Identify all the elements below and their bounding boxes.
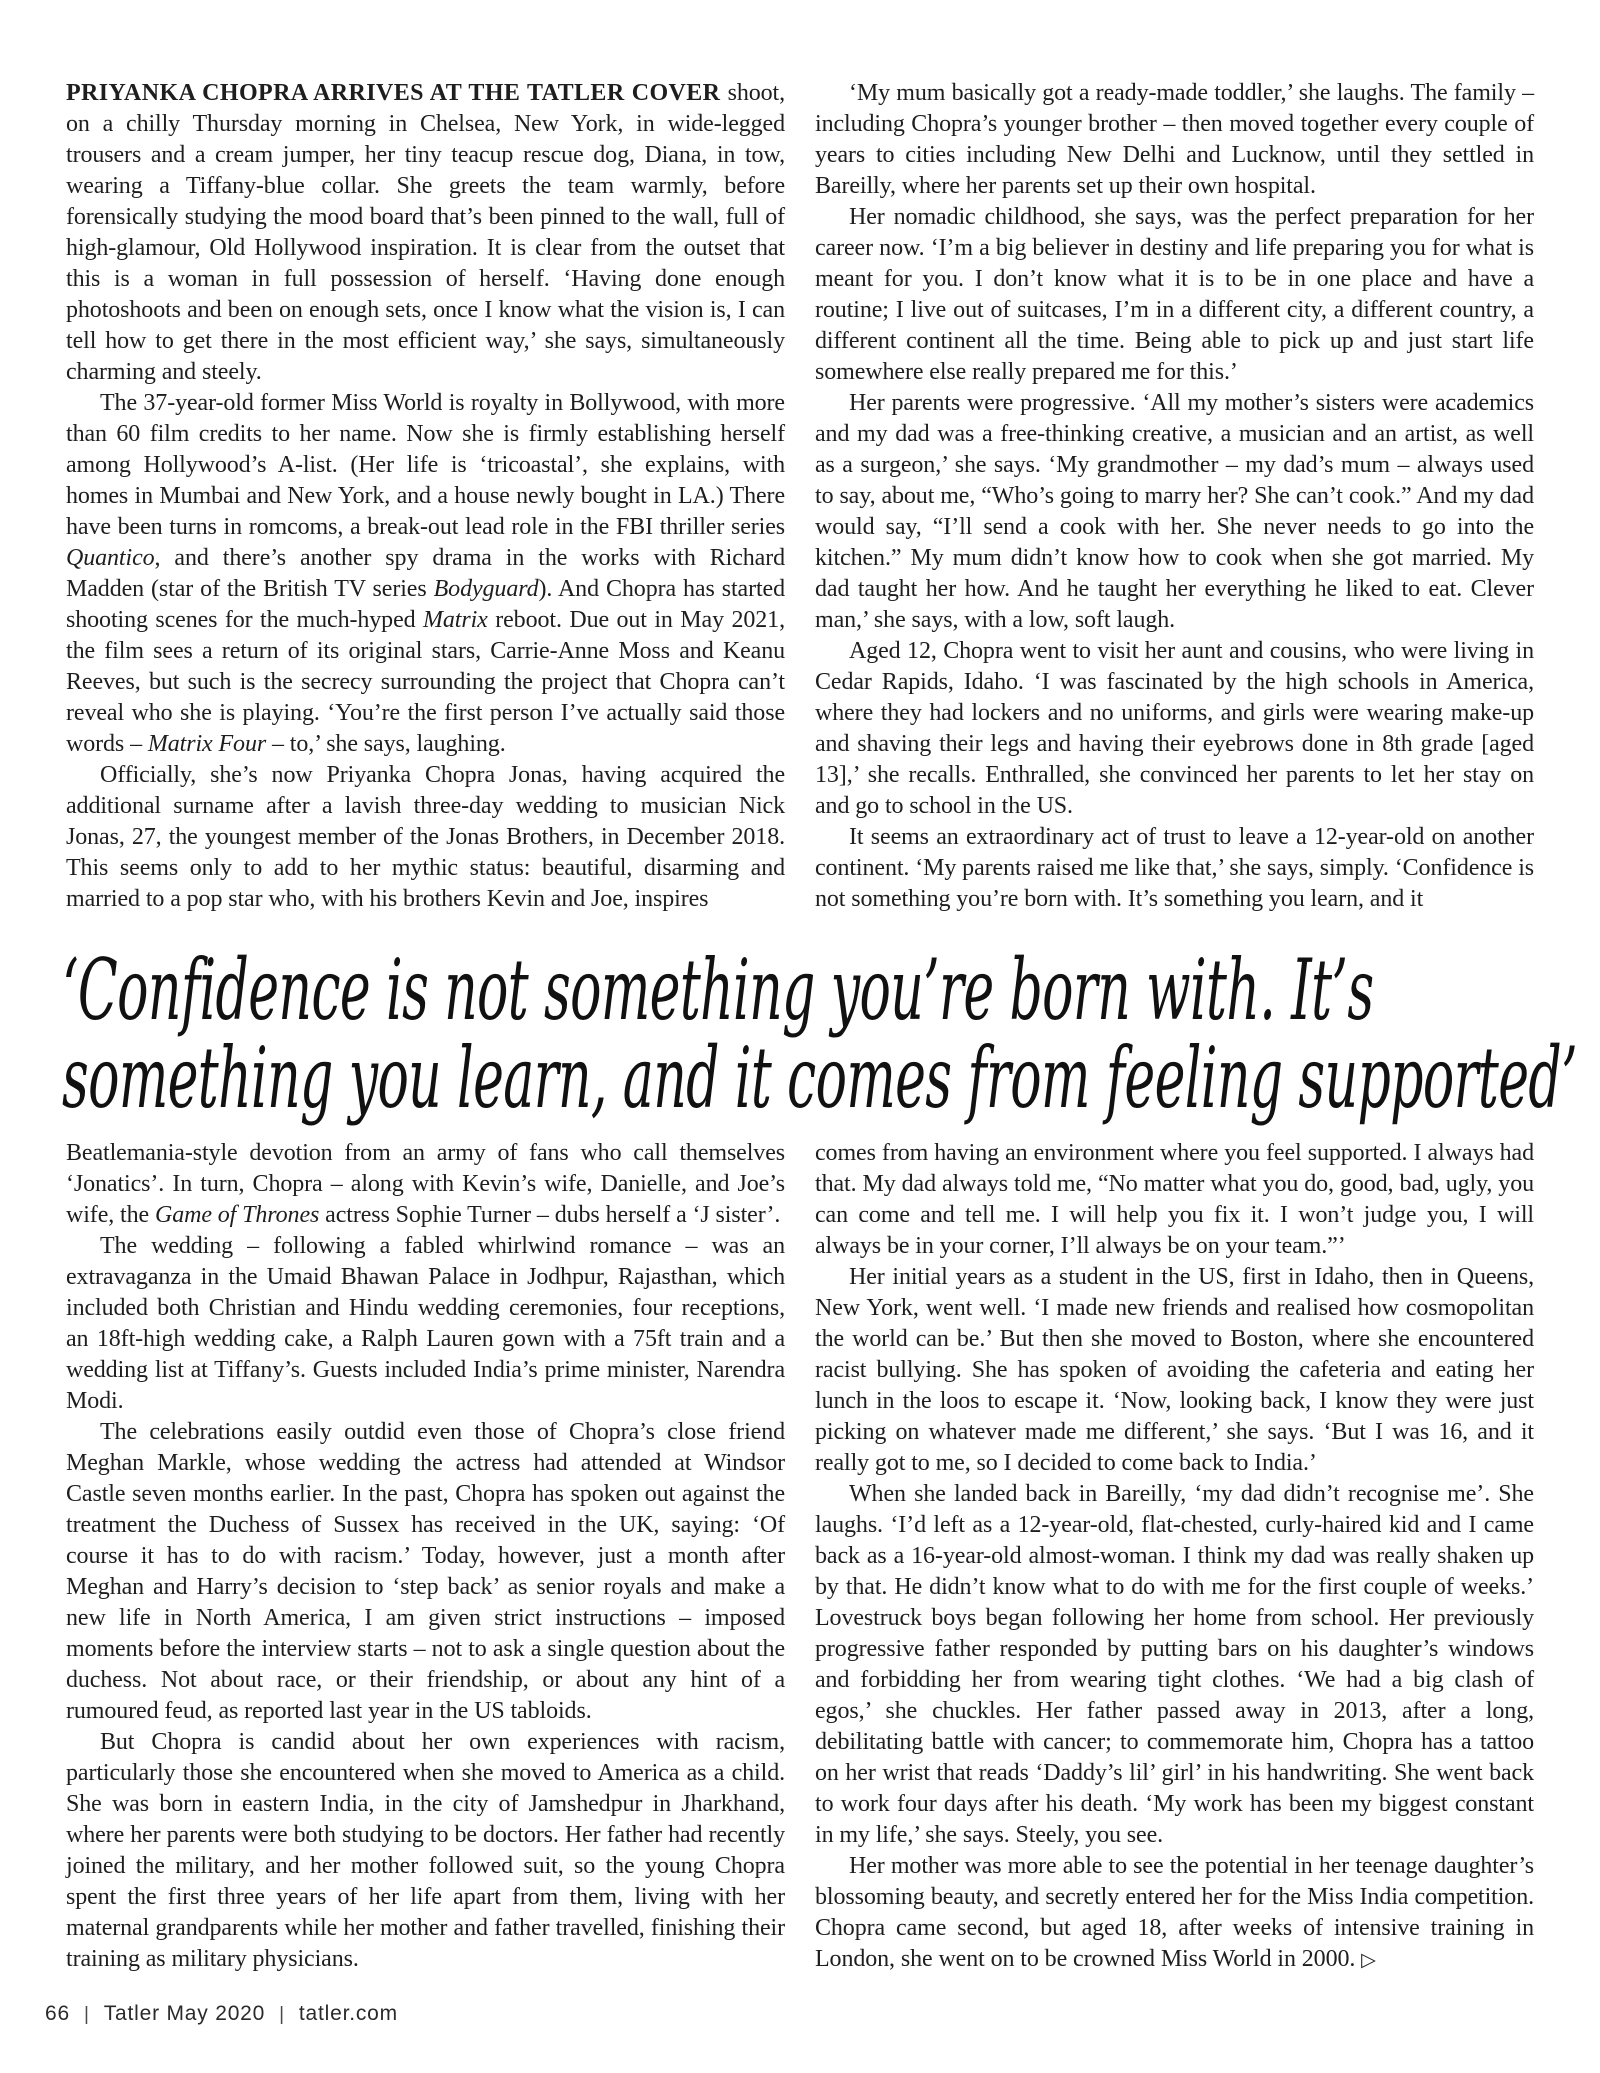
paragraph (815, 388, 1534, 636)
paragraph (815, 1138, 1534, 1262)
body-text: comes from having an environment where you feel supported. I always had that. My dad always told me, “No matter what you do, good, bad, ugly, you can come and tell me. I will help you fix it. I won’t judge you, I will always be in your corner, I’ll always be on your team.”’ (815, 1140, 1534, 1259)
footer-site: tatler.com (298, 2002, 398, 2025)
paragraph (815, 1851, 1534, 1975)
footer-issue: Tatler May 2020 (103, 2002, 266, 2025)
bottom-section (66, 1138, 1534, 1975)
body-text: When she landed back in Bareilly, ‘my dad didn’t recognise me’. She laughs. ‘I’d left as a 12-year-old, flat-chested, curly-haired kid and I came back as a 16-year-old almost-woman. I think my dad was really shaken up by that. He didn’t know what to do with me for the first couple of weeks.’ Lovestruck boys began following her home from school. Her previously progressive father responded by putting bars on his daughter’s windows and forbidding her from wearing tight clothes. ‘We had a big clash of egos,’ she chuckles. Her father passed away in 2013, after a long, debilitating battle with cancer; to commemorate him, Chopra has a tattoo on her wrist that reads ‘Daddy’s lil’ girl’ in his handwriting. She went back to work four days after his death. ‘My work has been my biggest constant in my life,’ she says. Steely, you see. (815, 1481, 1534, 1848)
footer-separator: | (83, 2004, 90, 2025)
paragraph (66, 388, 785, 760)
paragraph (66, 1727, 785, 1975)
body-text: But Chopra is candid about her own experiences with racism, particularly those she encountered when she moved to America as a child. She was born in eastern India, in the city of Jamshedpur in Jharkhand, where her parents were both studying to be doctors. Her father had recently joined the military, and her mother followed suit, so the young Chopra spent the first three years of her life apart from them, living with her maternal grandparents while her mother and father travelled, finishing their training as military physicians. (66, 1729, 785, 1972)
pull-quote (62, 941, 1578, 1127)
body-text: The celebrations easily outdid even those of Chopra’s close friend Meghan Markle, whose wedding the actress had attended at Windsor Castle seven months earlier. In the past, Chopra has spoken out against the treatment the Duchess of Sussex has received in the UK, saying: ‘Of course it has to do with racism.’ Today, however, just a month after Meghan and Harry’s decision to ‘step back’ as senior royals and make a new life in North America, I am given strict instructions – imposed moments before the interview starts – not to ask a single question about the duchess. Not about race, or their friendship, or about any hint of a rumoured feud, as reported last year in the US tabloids. (66, 1419, 785, 1724)
column-top-left (66, 78, 785, 915)
body-text: reboot. Due out in May 2021, the film sees a return of its original stars, Carrie-Anne Moss and Keanu Reeves, but such is the secrecy surrounding the project that Chopra can’t reveal who she is playing. ‘You’re the first person I’ve actually said those words – (66, 607, 785, 757)
body-text: Beatlemania-style devotion from an army of fans who call themselves ‘Jonatics’. In turn, Chopra – along with Kevin’s wife, Danielle, and Joe’s wife, the (66, 1140, 785, 1228)
article-lede-text: PRIYANKA CHOPRA ARRIVES AT THE TATLER COVER (66, 80, 728, 106)
body-text: , and there’s another spy drama in the works with Richard Madden (star of the British TV series (66, 545, 785, 602)
body-text: Her nomadic childhood, she says, was the perfect preparation for her career now. ‘I’m a big believer in destiny and life preparing you for what is meant for you. I don’t know what it is to be in one place and have a routine; I live out of suitcases, I’m in a different city, a different country, a different continent all the time. Being able to pick up and just start life somewhere else really prepared me for this.’ (815, 204, 1534, 385)
paragraph (815, 1479, 1534, 1851)
italic-title-text: Bodyguard (433, 576, 539, 602)
paragraph (66, 78, 785, 388)
paragraph (66, 1231, 785, 1417)
paragraph (815, 636, 1534, 822)
pull-quote-line: ‘Confidence is not something you’re born with. It’s (62, 941, 1374, 1039)
italic-title-text: Matrix Four (147, 731, 267, 757)
body-text: Her initial years as a student in the US, first in Idaho, then in Queens, New York, went well. ‘I made new friends and realised how cosmopolitan the world can be.’ But then she moved to Boston, where she encountered racist bullying. She has spoken of avoiding the cafeteria and eating her lunch in the loos to escape it. ‘Now, looking back, I know they were just picking on whatever made me different,’ she says. ‘But I was 16, and it really got to me, so I decided to come back to India.’ (815, 1264, 1534, 1476)
page-number: 66 (45, 2002, 70, 2025)
body-text: Her parents were progressive. ‘All my mother’s sisters were academics and my dad was a free-thinking creative, a musician and an artist, as well as a surgeon,’ she says. ‘My grandmother – my dad’s mum – always used to say, about me, “Who’s going to marry her? She can’t cook.” And my dad would say, “I’ll send a cook with her. She never needs to go into the kitchen.” My mum didn’t know how to cook when she got married. My dad taught her how. And he taught her everything he liked to eat. Clever man,’ she says, with a low, soft laugh. (815, 390, 1534, 633)
body-text: – to,’ she says, laughing. (266, 731, 506, 757)
body-text: Aged 12, Chopra went to visit her aunt and cousins, who were living in Cedar Rapids, Idaho. ‘I was fascinated by the high schools in America, where they had lockers and no uniforms, and girls were wearing make-up and shaving their legs and having their eyebrows done in 8th grade [aged 13],’ she recalls. Enthralled, she convinced her parents to let her stay on and go to school in the US. (815, 638, 1534, 819)
paragraph (815, 822, 1534, 915)
page-footer (45, 2002, 398, 2026)
body-text: Officially, she’s now Priyanka Chopra Jonas, having acquired the additional surname after a lavish three-day wedding to musician Nick Jonas, 27, the youngest member of the Jonas Brothers, in December 2018. This seems only to add to her mythic status: beautiful, disarming and married to a pop star who, with his brothers Kevin and Joe, inspires (66, 762, 785, 912)
italic-title-text: Matrix (423, 607, 488, 633)
top-section (66, 78, 1534, 915)
column-bottom-right (815, 1138, 1534, 1975)
body-text: ). And Chopra has started shooting scenes for the much-hyped (66, 576, 785, 633)
column-top-right (815, 78, 1534, 915)
footer-separator: | (279, 2004, 285, 2025)
paragraph (66, 760, 785, 915)
paragraph (815, 78, 1534, 202)
body-text: The wedding – following a fabled whirlwind romance – was an extravaganza in the Umaid Bhawan Palace in Jodhpur, Rajasthan, which included both Christian and Hindu wedding ceremonies, four receptions, an 18ft-high wedding cake, a Ralph Lauren gown with a 75ft train and a wedding list at Tiffany’s. Guests included India’s prime minister, Narendra Modi. (66, 1233, 785, 1414)
column-bottom-left (66, 1138, 785, 1975)
pull-quote-line: something you learn, and it comes from feeling supported’ (62, 1029, 1578, 1127)
body-text: Her mother was more able to see the potential in her teenage daughter’s blossoming beauty, and secretly entered her for the Miss India competition. Chopra came second, but aged 18, after weeks of intensive training in London, she went on to be crowned Miss World in 2000. (815, 1853, 1534, 1972)
body-text: actress Sophie Turner – dubs herself a ‘J sister’. (319, 1202, 781, 1228)
body-text: shoot, on a chilly Thursday morning in Chelsea, New York, in wide-legged trousers and a cream jumper, her tiny teacup rescue dog, Diana, in tow, wearing a Tiffany-blue collar. She greets the team warmly, before forensically studying the mood board that’s been pinned to the wall, full of high-glamour, Old Hollywood inspiration. It is clear from the outset that this is a woman in full possession of herself. ‘Having done enough photoshoots and been on enough sets, once I know what the vision is, I can tell how to get there in the most efficient way,’ she says, simultaneously charming and steely. (66, 80, 785, 385)
paragraph (66, 1138, 785, 1231)
body-text: ‘My mum basically got a ready-made toddler,’ she laughs. The family – including Chopra’s younger brother – then moved together every couple of years to cities including New Delhi and Lucknow, until they settled in Bareilly, where her parents set up their own hospital. (815, 80, 1534, 199)
italic-title-text: Game of Thrones (154, 1202, 320, 1228)
paragraph (66, 1417, 785, 1727)
italic-title-text: Quantico (66, 545, 155, 571)
body-text: It seems an extraordinary act of trust to leave a 12-year-old on another continent. ‘My parents raised me like that,’ she says, simply. ‘Confidence is not something you’re born with. It’s something you learn, and it (815, 824, 1534, 912)
continuation-mark-icon: ▷ (1361, 1948, 1376, 1971)
paragraph (815, 202, 1534, 388)
paragraph (815, 1262, 1534, 1479)
body-text: The 37-year-old former Miss World is royalty in Bollywood, with more than 60 film credits to her name. Now she is firmly establishing herself among Hollywood’s A-list. (Her life is ‘tricoastal’, she explains, with homes in Mumbai and New York, and a house newly bought in LA.) There have been turns in romcoms, a break-out lead role in the FBI thriller series (66, 390, 785, 540)
